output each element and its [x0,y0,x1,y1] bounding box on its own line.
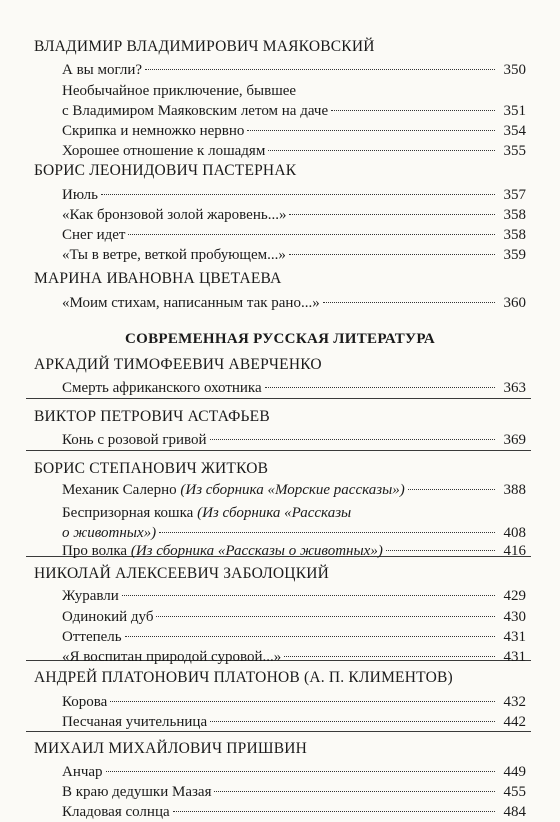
title-text: «Я воспитан природой суровой...» [62,649,282,665]
page-number: 351 [503,103,526,119]
title-text: Оттепель [62,629,122,645]
entry-row [62,293,526,313]
toc-entry[interactable] [62,205,526,225]
entry-title [62,225,125,245]
entry-row [62,101,526,121]
author-heading: АНДРЕЙ ПЛАТОНОВИЧ ПЛАТОНОВ (А. П. КЛИМЕНТОВ) [34,669,453,686]
page-number: 355 [503,143,526,159]
dot-leader [159,532,495,533]
entry-row [62,627,526,647]
dot-leader [265,387,495,388]
section-divider [26,450,531,451]
entry-title [62,523,156,543]
page-number: 360 [503,295,526,311]
entry-title [62,586,119,606]
entry-title [62,141,265,161]
dot-leader [289,254,495,255]
toc-entry[interactable] [62,225,526,245]
title-text: Хорошее отношение к лошадям [62,143,266,159]
dot-leader [289,214,495,215]
toc-entry[interactable] [62,627,526,647]
page-number: 484 [503,804,526,820]
entry-title [62,378,262,398]
entry-title [62,185,98,205]
dot-leader [268,150,495,151]
dot-leader [156,616,495,617]
toc-entry[interactable] [62,802,526,822]
page-number: 388 [503,482,526,498]
page-number: 357 [503,187,526,203]
toc-entry[interactable] [62,293,526,313]
dot-leader [210,439,495,440]
title-text: Июль [62,187,98,203]
section-heading: СОВРЕМЕННАЯ РУССКАЯ ЛИТЕРАТУРА [124,331,436,347]
entry-row [62,430,526,450]
toc-entry[interactable] [62,712,526,732]
dot-leader [110,701,495,702]
entry-row [62,60,526,80]
entry-row [62,692,526,712]
toc-entry[interactable] [62,607,526,627]
title-text: Одинокий дуб [62,609,154,625]
dot-leader [323,302,495,303]
title-text: В краю дедушки Мазая [62,784,212,800]
page-number: 429 [503,588,526,604]
title-text: Корова [62,694,108,710]
toc-entry[interactable] [62,647,526,667]
page-number: 359 [503,247,526,263]
toc-entry[interactable] [62,185,526,205]
toc-entry[interactable] [62,60,526,80]
title-text: Беспризорная кошка [62,505,198,521]
entry-title [62,647,281,667]
dot-leader [408,489,495,490]
entry-title [62,205,286,225]
dot-leader [106,771,495,772]
title-text: Анчар [62,764,103,780]
page-number: 416 [503,543,526,559]
page-number: 442 [503,714,526,730]
toc-entry[interactable] [62,541,526,561]
entry-title [62,627,122,647]
toc-entry[interactable] [62,141,526,161]
dot-leader [145,69,495,70]
italic-source: (Из сборника «Рассказы [197,505,352,521]
toc-entry[interactable] [62,81,526,121]
author-heading: МАРИНА ИВАНОВНА ЦВЕТАЕВА [34,270,282,287]
title-text: А вы могли? [62,62,143,78]
dot-leader [125,636,495,637]
toc-entry[interactable] [62,245,526,265]
italic-source: (Из сборника «Рассказы о животных») [130,543,383,559]
page-number: 432 [503,694,526,710]
entry-row [62,480,526,500]
entry-row [62,712,526,732]
entry-title [62,245,286,265]
title-text: «Как бронзовой золой жаровень...» [62,207,287,223]
entry-title [62,293,320,313]
entry-title [62,802,170,822]
entry-title [62,782,211,802]
toc-entry[interactable] [62,782,526,802]
entry-row [62,523,526,543]
title-text: «Ты в ветре, веткой пробующем...» [62,247,286,263]
title-text: Журавли [62,588,119,604]
toc-entry[interactable] [62,121,526,141]
toc-entry[interactable] [62,692,526,712]
page-number: 354 [503,123,526,139]
page-number: 449 [503,764,526,780]
entry-title [62,430,207,450]
title-text: Скрипка и немножко нервно [62,123,245,139]
entry-title [62,762,103,782]
dot-leader [247,130,495,131]
entry-row [62,141,526,161]
title-text: «Моим стихам, написанным так рано...» [62,295,320,311]
dot-leader [214,791,495,792]
entry-title [62,121,244,141]
dot-leader [284,656,495,657]
entry-title [62,480,405,500]
entry-title [62,101,328,121]
dot-leader [331,110,495,111]
page-number: 455 [503,784,526,800]
title-text: Про волка [62,543,131,559]
page-number: 369 [503,432,526,448]
author-heading: ВЛАДИМИР ВЛАДИМИРОВИЧ МАЯКОВСКИЙ [34,38,375,55]
page-number: 363 [503,380,526,396]
entry-title [62,541,383,561]
page-number: 431 [503,629,526,645]
section-divider [26,398,531,399]
page-number: 350 [503,62,526,78]
dot-leader [173,811,495,812]
dot-leader [210,721,495,722]
toc-entry[interactable] [62,762,526,782]
dot-leader [101,194,495,195]
title-line [62,503,526,523]
author-heading: ВИКТОР ПЕТРОВИЧ АСТАФЬЕВ [34,408,270,425]
title-text: Кладовая солнца [62,804,170,820]
entry-row [62,607,526,627]
entry-title [62,60,142,80]
entry-row [62,647,526,667]
entry-row [62,586,526,606]
entry-row [62,185,526,205]
toc-entry[interactable] [62,378,526,398]
entry-row [62,782,526,802]
title-text: Смерть африканского охотника [62,380,262,396]
entry-title [62,712,207,732]
title-text: Песчаная учительница [62,714,208,730]
dot-leader [386,550,495,551]
entry-row [62,762,526,782]
author-heading: НИКОЛАЙ АЛЕКСЕЕВИЧ ЗАБОЛОЦКИЙ [34,565,330,582]
entry-row [62,205,526,225]
page-number: 408 [503,525,526,541]
page-number: 358 [503,227,526,243]
entry-row [62,121,526,141]
toc-entry[interactable] [62,480,526,500]
title-line: Необычайное приключение, бывшее [62,83,297,99]
entry-title [62,607,153,627]
entry-row [62,225,526,245]
entry-row [62,541,526,561]
toc-entry[interactable] [62,586,526,606]
entry-row [62,245,526,265]
author-heading: БОРИС СТЕПАНОВИЧ ЖИТКОВ [34,460,269,477]
toc-entry[interactable] [62,503,526,543]
author-heading: МИХАИЛ МИХАЙЛОВИЧ ПРИШВИН [34,740,308,757]
toc-entry[interactable] [62,430,526,450]
entry-row [62,378,526,398]
entry-row [62,802,526,822]
page-number: 358 [503,207,526,223]
entry-title [62,692,107,712]
italic-source: (Из сборника «Морские рассказы») [180,482,405,498]
page-number: 431 [503,649,526,665]
dot-leader [122,595,495,596]
author-heading: АРКАДИЙ ТИМОФЕЕВИЧ АВЕРЧЕНКО [34,356,322,373]
title-text: Снег идет [62,227,126,243]
title-text: Конь с розовой гривой [62,432,207,448]
dot-leader [128,234,495,235]
italic-source: о животных») [62,525,157,541]
page-number: 430 [503,609,526,625]
title-text: с Владимиром Маяковским летом на даче [62,103,329,119]
author-heading: БОРИС ЛЕОНИДОВИЧ ПАСТЕРНАК [34,162,297,179]
title-text: Механик Салерно [62,482,181,498]
